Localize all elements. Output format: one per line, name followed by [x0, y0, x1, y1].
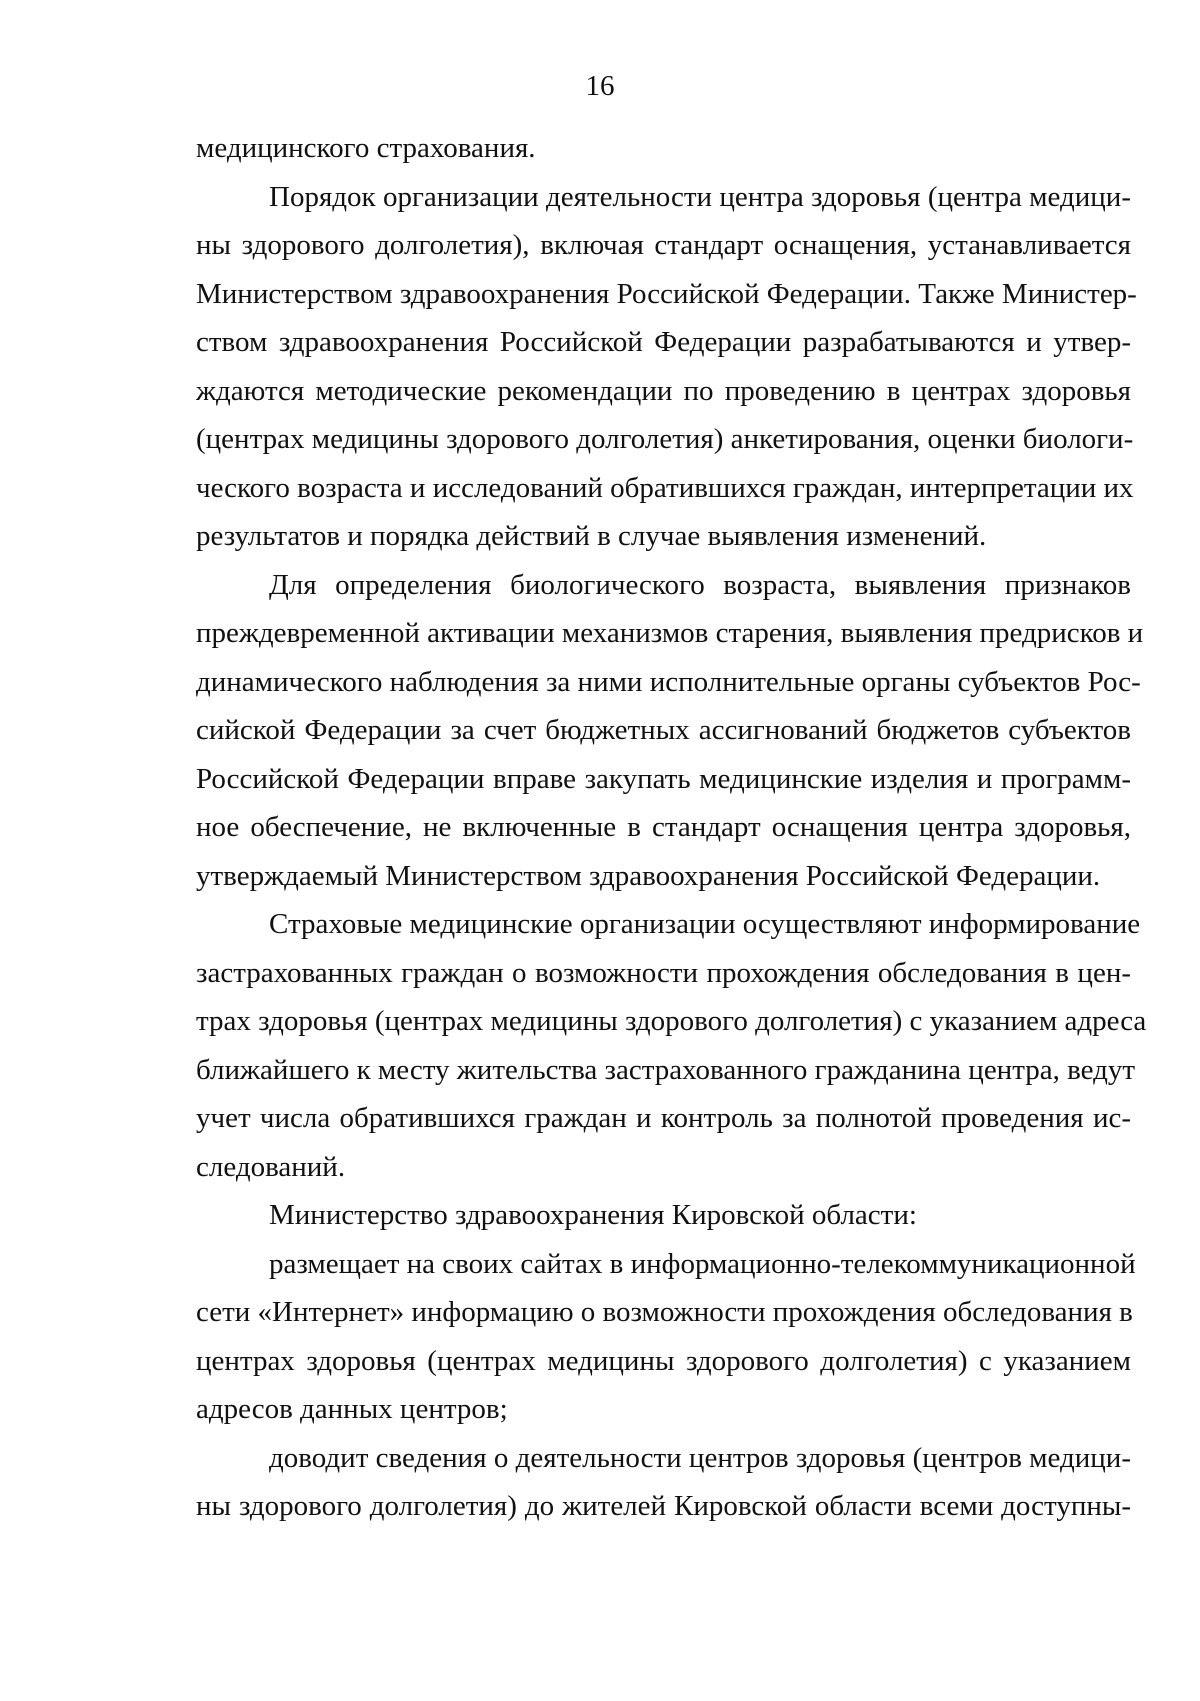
text-line: ны здорового долголетия), включая стандарт оснащения, устанавливается	[196, 229, 1131, 261]
text-line: результатов и порядка действий в случае выявления изменений.	[196, 520, 987, 552]
text-line: доводит сведения о деятельности центров здоровья (центров медици-	[269, 1441, 1131, 1474]
text-line: динамического наблюдения за ними исполнительные органы субъектов Рос-	[196, 665, 1141, 698]
text-line: ны здорового долголетия) до жителей Кировской области всеми доступны-	[196, 1490, 1131, 1522]
text-line: Министерство здравоохранения Кировской области:	[269, 1199, 917, 1231]
text-line: застрахованных граждан о возможности прохождения обследования в цен-	[196, 956, 1131, 989]
text-line: (центрах медицины здорового долголетия) анкетирования, оценки биологи-	[196, 423, 1134, 455]
text-line: ближайшего к месту жительства застрахованного гражданина центра, ведут	[196, 1053, 1136, 1086]
document-body	[196, 124, 1147, 1531]
text-line: преждевременной активации механизмов старения, выявления предрисков и	[196, 617, 1144, 649]
text-line: адресов данных центров;	[196, 1393, 508, 1425]
text-line: следований.	[196, 1150, 346, 1183]
text-line: трах здоровья (центрах медицины здорового долголетия) с указанием адреса	[196, 1005, 1147, 1037]
text-line: сийской Федерации за счет бюджетных ассигнований бюджетов субъектов	[196, 714, 1131, 746]
text-line: Страховые медицинские организации осуществляют информирование	[269, 908, 1141, 940]
text-line: Для определения биологического возраста, выявления признаков	[269, 568, 1131, 601]
page-number: 16	[585, 70, 615, 102]
text-line: Министерством здравоохранения Российской Федерации. Также Министер-	[196, 277, 1137, 310]
text-line: учет числа обратившихся граждан и контроль за полнотой проведения ис-	[196, 1102, 1131, 1134]
text-line: утверждаемый Министерством здравоохранения Российской Федерации.	[196, 859, 1101, 892]
text-line: ством здравоохранения Российской Федерации разрабатываются и утвер-	[196, 326, 1131, 358]
text-line: размещает на своих сайтах в информационно-телекоммуникационной	[269, 1247, 1136, 1280]
text-line: ное обеспечение, не включенные в стандарт оснащения центра здоровья,	[196, 811, 1131, 843]
text-line: Порядок организации деятельности центра здоровья (центра медици-	[269, 180, 1131, 213]
text-line: Российской Федерации вправе закупать медицинские изделия и программ-	[196, 762, 1131, 795]
text-line: медицинского страхования.	[196, 132, 536, 164]
text-line: сети «Интернет» информацию о возможности прохождения обследования в	[196, 1296, 1133, 1328]
text-line: ческого возраста и исследований обратившихся граждан, интерпретации их	[196, 471, 1134, 504]
text-line: центрах здоровья (центрах медицины здорового долголетия) с указанием	[196, 1344, 1131, 1377]
text-line: ждаются методические рекомендации по проведению в центрах здоровья	[196, 374, 1131, 407]
